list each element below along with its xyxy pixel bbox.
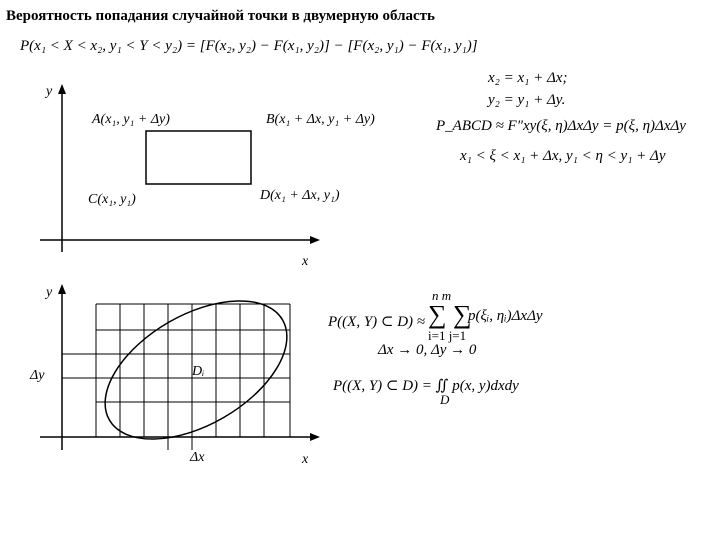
graph1-y-label: y [46,84,53,99]
sum-term: p(ξᵢ, ηᵢ)ΔxΔy [468,308,543,324]
graph2-y-arrow [58,284,66,294]
point-a-label: A(x₁, y₁ + Δy) [92,112,170,127]
rectangle-abcd [146,131,251,184]
point-c-label: C(x₁, y₁) [88,192,136,207]
pabcd-formula: P_ABCD ≈ F″xy(ξ, η)ΔxΔy = p(ξ, η)ΔxΔy [436,118,686,134]
point-d-label: D(x₁ + Δx, y₁) [260,188,340,203]
point-b-label: B(x₁ + Δx, y₁ + Δy) [266,112,375,127]
graph2-y-label: y [46,285,53,300]
limit-condition: Δx → 0, Δy → 0 [378,342,477,358]
graph1-axes [40,84,320,252]
main-probability-formula: P(x₁ < X < x₂, y₁ < Y < y₂) = [F(x₂, y₂) − F(x₁, y₂)] − [F(x₂, y₁) − F(x₁, y₁)] [20,38,478,54]
graph2-x-label: x [302,452,309,467]
graph2-x-arrow [310,433,320,441]
sum-lower-limits: i=1 j=1 [428,328,467,343]
double-sum-symbol: ∑ ∑ [428,300,472,329]
page-title: Вероятность попадания случайной точки в двумерную область [6,8,435,24]
sum-upper-limits: n m [432,288,452,303]
integral-formula: P((X, Y) ⊂ D) = ∬ p(x, y)dxdy [333,378,519,394]
x2-definition: x₂ = x₁ + Δx; [488,70,568,86]
graph1-x-arrow [310,236,320,244]
region-di-label: Dᵢ [192,364,205,379]
sum-lhs: P((X, Y) ⊂ D) ≈ [328,314,426,330]
delta-x-label: Δx [190,450,205,465]
delta-y-label: Δy [30,368,45,383]
integral-domain-sub: D [440,392,450,407]
graph1-y-arrow [58,84,66,94]
graph1-x-label: x [302,254,309,269]
xi-eta-bounds: x₁ < ξ < x₁ + Δx, y₁ < η < y₁ + Δy [460,148,666,164]
y2-definition: y₂ = y₁ + Δy. [488,92,566,108]
